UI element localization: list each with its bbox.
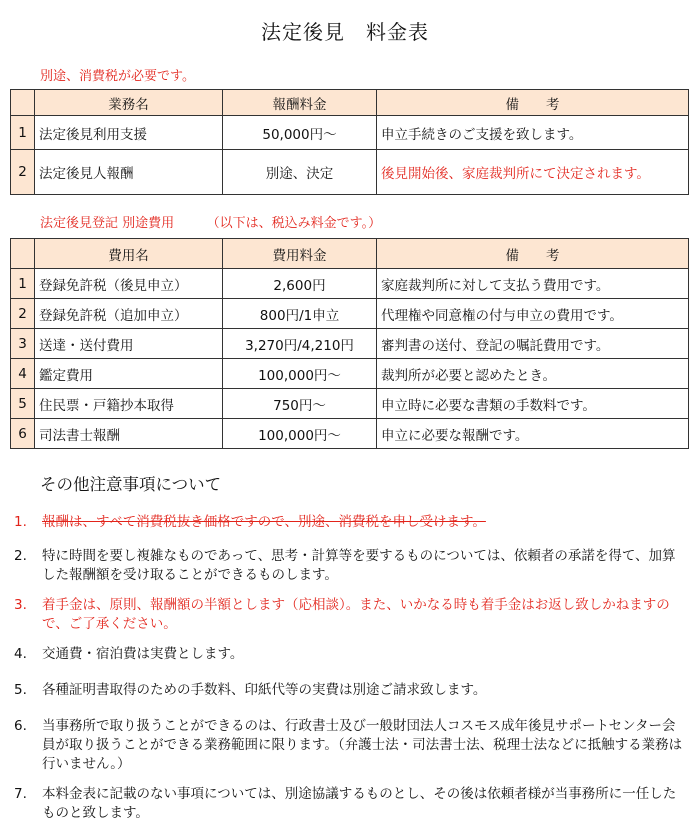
- cost-name: 送達・送付費用: [35, 329, 223, 359]
- service-fee: 50,000円～: [223, 116, 377, 150]
- header-cost-name: 費用名: [35, 239, 223, 269]
- cost-remark: 裁判所が必要と認めたとき。: [377, 359, 689, 389]
- cost-remark: 代理権や同意権の付与申立の費用です。: [377, 299, 689, 329]
- list-item: [14, 785, 684, 823]
- note-number: 2.: [14, 548, 27, 564]
- cost-fee: 3,270円/4,210円: [223, 329, 377, 359]
- row-number: 6: [11, 419, 35, 449]
- row-number: 1: [11, 269, 35, 299]
- note-number: 5.: [14, 682, 27, 698]
- row-number: 1: [11, 116, 35, 150]
- service-name: 法定後見利用支援: [35, 116, 223, 150]
- table-row: [11, 419, 689, 449]
- registration-cost-table: [10, 238, 689, 449]
- cost-remark: 審判書の送付、登記の嘱託費用です。: [377, 329, 689, 359]
- header-cost-fee: 費用料金: [223, 239, 377, 269]
- page-title: 法定後見 料金表: [261, 20, 429, 44]
- list-item: [14, 645, 684, 664]
- row-number: 5: [11, 389, 35, 419]
- table-row: [11, 299, 689, 329]
- table-row: [11, 329, 689, 359]
- note-text: 当事務所で取り扱うことができるのは、行政書士及び一般財団法人コスモス成年後見サポートセンター会員が取り扱うことができる業務範囲に限ります。（弁護士法・司法書士法、税理士法などに抵触する業務は行いません。）: [42, 718, 683, 772]
- note-text: 本料金表に記載のない事項については、別途協議するものとし、その後は依頼者様が当事務所に一任したものと致します。: [42, 786, 677, 821]
- header-no: [11, 239, 35, 269]
- row-number: 3: [11, 329, 35, 359]
- note-number: 7.: [14, 786, 27, 802]
- list-item: [14, 681, 684, 700]
- cost-name: 登録免許税（後見申立）: [35, 269, 223, 299]
- service-remark: 申立手続きのご支援を致します。: [377, 116, 689, 150]
- header-no: [11, 90, 35, 116]
- header-remarks: 備 考: [377, 239, 689, 269]
- cost-fee: 800円/1申立: [223, 299, 377, 329]
- list-item: [14, 513, 684, 532]
- header-remarks: 備 考: [377, 90, 689, 116]
- note-number: 3.: [14, 597, 27, 613]
- note-text: 交通費・宿泊費は実費とします。: [42, 646, 244, 662]
- cost-name: 司法書士報酬: [35, 419, 223, 449]
- list-item: [14, 596, 684, 634]
- table-row: [11, 269, 689, 299]
- table-row: [11, 389, 689, 419]
- cost-remark: 申立に必要な報酬です。: [377, 419, 689, 449]
- note-number: 1.: [14, 514, 27, 530]
- table-header-row: [11, 90, 689, 116]
- table-row: [11, 116, 689, 150]
- service-fee: 別途、決定: [223, 150, 377, 195]
- cost-fee: 100,000円～: [223, 359, 377, 389]
- note-text: 特に時間を要し複雑なものであって、思考・計算等を要するものについては、依頼者の承諾を得て、加算した報酬額を受け取ることができるものします。: [42, 548, 676, 583]
- table-row: [11, 359, 689, 389]
- cost-remark: 家庭裁判所に対して支払う費用です。: [377, 269, 689, 299]
- row-number: 4: [11, 359, 35, 389]
- table-row: [11, 150, 689, 195]
- list-item: [14, 547, 684, 585]
- cost-fee: 100,000円～: [223, 419, 377, 449]
- notes-heading: その他注意事項について: [40, 475, 222, 494]
- row-number: 2: [11, 299, 35, 329]
- note-number: 6.: [14, 718, 27, 734]
- note-text: 着手金は、原則、報酬額の半額とします（応相談）。また、いかなる時も着手金はお返し致しかねますので、ご了承ください。: [42, 597, 670, 632]
- cost-fee: 2,600円: [223, 269, 377, 299]
- service-fee-table: [10, 89, 689, 195]
- note-text: 各種証明書取得のための手数料、印紙代等の実費は別途ご請求致します。: [42, 682, 487, 698]
- header-fee: 報酬料金: [223, 90, 377, 116]
- cost-name: 鑑定費用: [35, 359, 223, 389]
- note-text: 報酬は、すべて消費税抜き価格ですので、別途、消費税を申し受けます。: [42, 514, 486, 530]
- table-header-row: [11, 239, 689, 269]
- row-number: 2: [11, 150, 35, 195]
- tax-note: 別途、消費税が必要です。: [40, 69, 195, 84]
- header-service-name: 業務名: [35, 90, 223, 116]
- service-name: 法定後見人報酬: [35, 150, 223, 195]
- registration-cost-note: 法定後見登記 別途費用 （以下は、税込み料金です。）: [40, 216, 382, 231]
- cost-name: 登録免許税（追加申立）: [35, 299, 223, 329]
- cost-fee: 750円～: [223, 389, 377, 419]
- note-number: 4.: [14, 646, 27, 662]
- cost-name: 住民票・戸籍抄本取得: [35, 389, 223, 419]
- list-item: [14, 717, 684, 774]
- cost-remark: 申立時に必要な書類の手数料です。: [377, 389, 689, 419]
- service-remark: 後見開始後、家庭裁判所にて決定されます。: [377, 150, 689, 195]
